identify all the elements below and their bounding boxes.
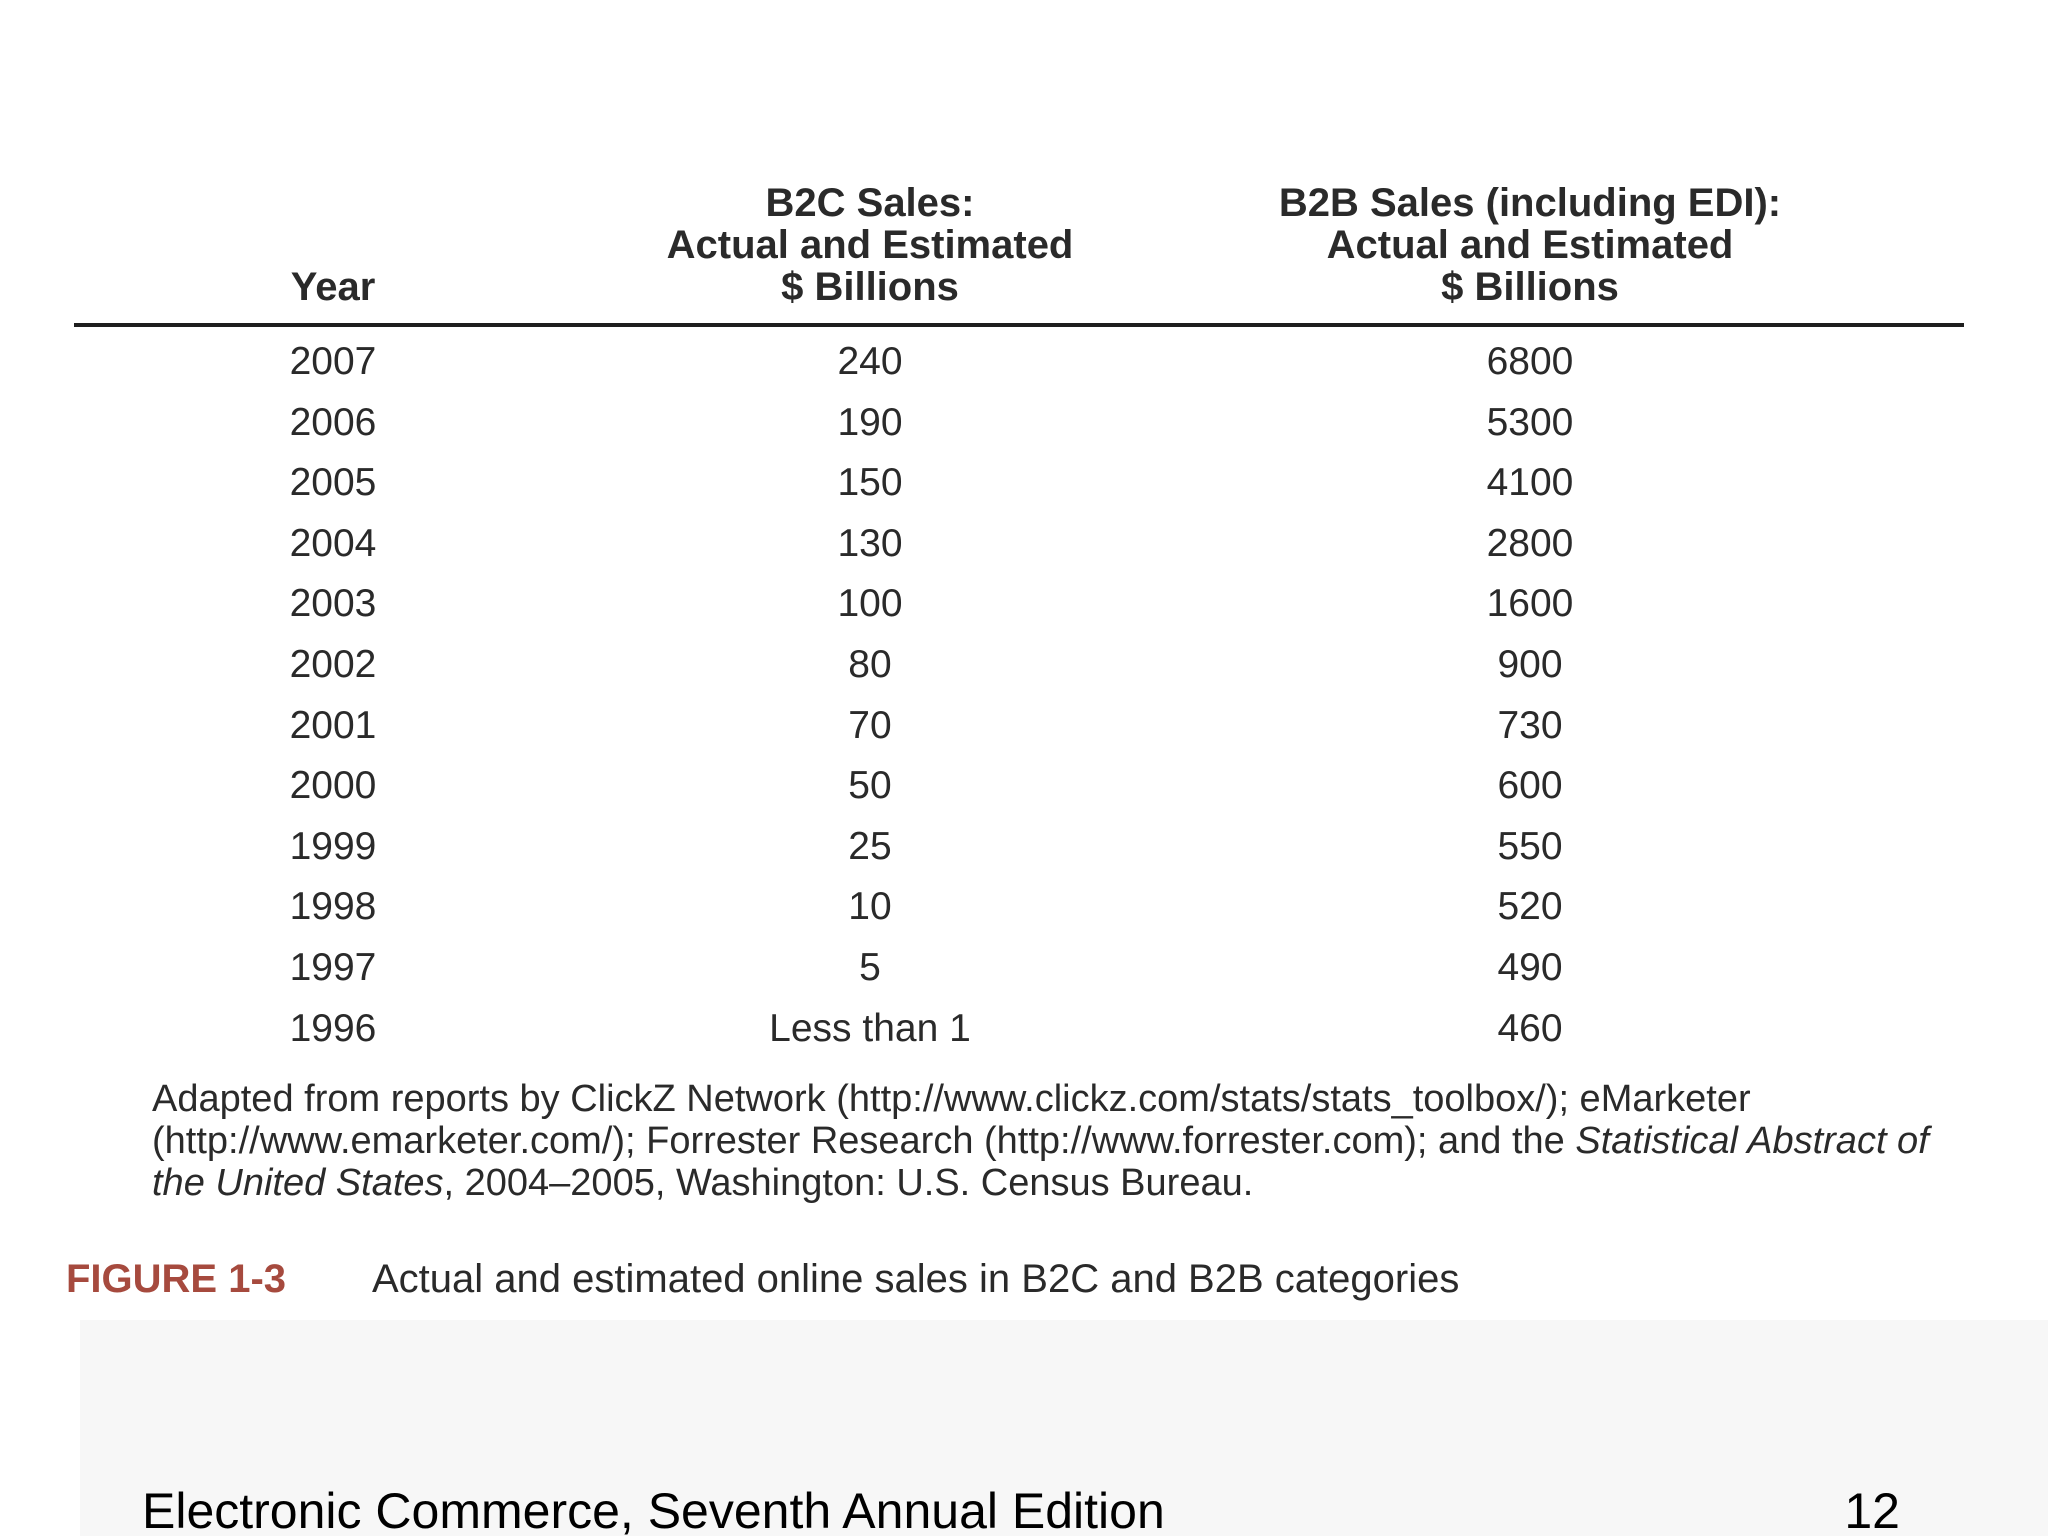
b2b-cell: 490	[1497, 945, 1563, 989]
table-row	[0, 817, 2048, 878]
year-cell: 1997	[289, 945, 377, 989]
b2b-cell: 550	[1497, 824, 1563, 868]
header-year	[250, 266, 416, 308]
source-italic-title: Statistical Abstract of the United States	[152, 1120, 1929, 1204]
b2c-cell: 80	[848, 642, 892, 686]
header-b2c-line-3: $ Billions	[781, 265, 959, 309]
b2b-cell: 600	[1497, 764, 1563, 808]
year-cell: 2002	[289, 642, 377, 686]
b2c-cell: 190	[837, 400, 903, 444]
table-row	[0, 453, 2048, 514]
source-text-1: Adapted from reports by ClickZ Network (http://www.clickz.com/stats/stats_toolbox/); eMarketer (http://www.emarketer.com/); Forrester Research (http://www.forrester.com); and the	[152, 1078, 1751, 1162]
table-row	[0, 877, 2048, 938]
year-cell: 2003	[289, 582, 377, 626]
b2c-cell: 50	[848, 764, 892, 808]
table-row	[0, 514, 2048, 575]
year-cell: 2001	[289, 703, 377, 747]
table-row	[0, 574, 2048, 635]
b2b-cell: 730	[1497, 703, 1563, 747]
b2c-cell: 130	[837, 521, 903, 565]
table-row	[0, 938, 2048, 999]
figure-caption	[66, 1256, 1766, 1302]
year-cell: 1996	[289, 1006, 377, 1050]
year-cell: 2000	[289, 764, 377, 808]
b2b-cell: 900	[1497, 642, 1563, 686]
table-row	[0, 999, 2048, 1060]
header-b2c-sales	[640, 182, 1100, 308]
header-b2b-line-1: B2B Sales (including EDI):	[1278, 181, 1782, 225]
year-cell: 1998	[289, 885, 377, 929]
page-number: 12	[1844, 1483, 1900, 1539]
table-row	[0, 696, 2048, 757]
b2b-cell: 460	[1497, 1006, 1563, 1050]
figure-caption-text: Actual and estimated online sales in B2C and B2B categories	[372, 1257, 1460, 1301]
table-row	[0, 756, 2048, 817]
b2c-cell: 25	[848, 824, 892, 868]
b2c-cell: 150	[837, 461, 903, 505]
b2c-cell: 240	[837, 340, 903, 383]
b2b-cell: 520	[1497, 885, 1563, 929]
year-cell: 2006	[289, 400, 377, 444]
header-year-line: Year	[290, 265, 376, 309]
b2b-cell: 2800	[1486, 521, 1574, 565]
b2b-cell: 5300	[1486, 400, 1574, 444]
header-b2c-line-1: B2C Sales:	[765, 181, 975, 225]
year-cell: 2005	[289, 461, 377, 505]
b2b-cell: 4100	[1486, 461, 1574, 505]
year-cell: 1999	[289, 824, 377, 868]
table-row	[0, 635, 2048, 696]
source-text-2: , 2004–2005, Washington: U.S. Census Bureau.	[443, 1162, 1254, 1204]
b2c-cell: 100	[837, 582, 903, 626]
header-b2c-line-2: Actual and Estimated	[666, 223, 1074, 267]
year-cell: 2004	[289, 521, 377, 565]
b2b-cell: 6800	[1486, 340, 1574, 383]
b2c-cell: 10	[848, 885, 892, 929]
table-body	[0, 332, 2048, 1059]
header-rule	[74, 323, 1964, 327]
source-note	[152, 1078, 1932, 1204]
header-b2b-line-3: $ Billions	[1441, 265, 1619, 309]
figure-label: FIGURE 1-3	[66, 1257, 287, 1301]
footer-title: Electronic Commerce, Seventh Annual Edition	[142, 1483, 1165, 1539]
header-b2b-sales	[1240, 182, 1820, 308]
b2b-cell: 1600	[1486, 582, 1574, 626]
b2c-cell: Less than 1	[769, 1006, 971, 1050]
b2c-cell: 70	[848, 703, 892, 747]
table-row	[0, 332, 2048, 393]
b2c-cell: 5	[859, 945, 881, 989]
header-b2b-line-2: Actual and Estimated	[1326, 223, 1734, 267]
table-row	[0, 393, 2048, 454]
year-cell: 2007	[289, 340, 377, 383]
